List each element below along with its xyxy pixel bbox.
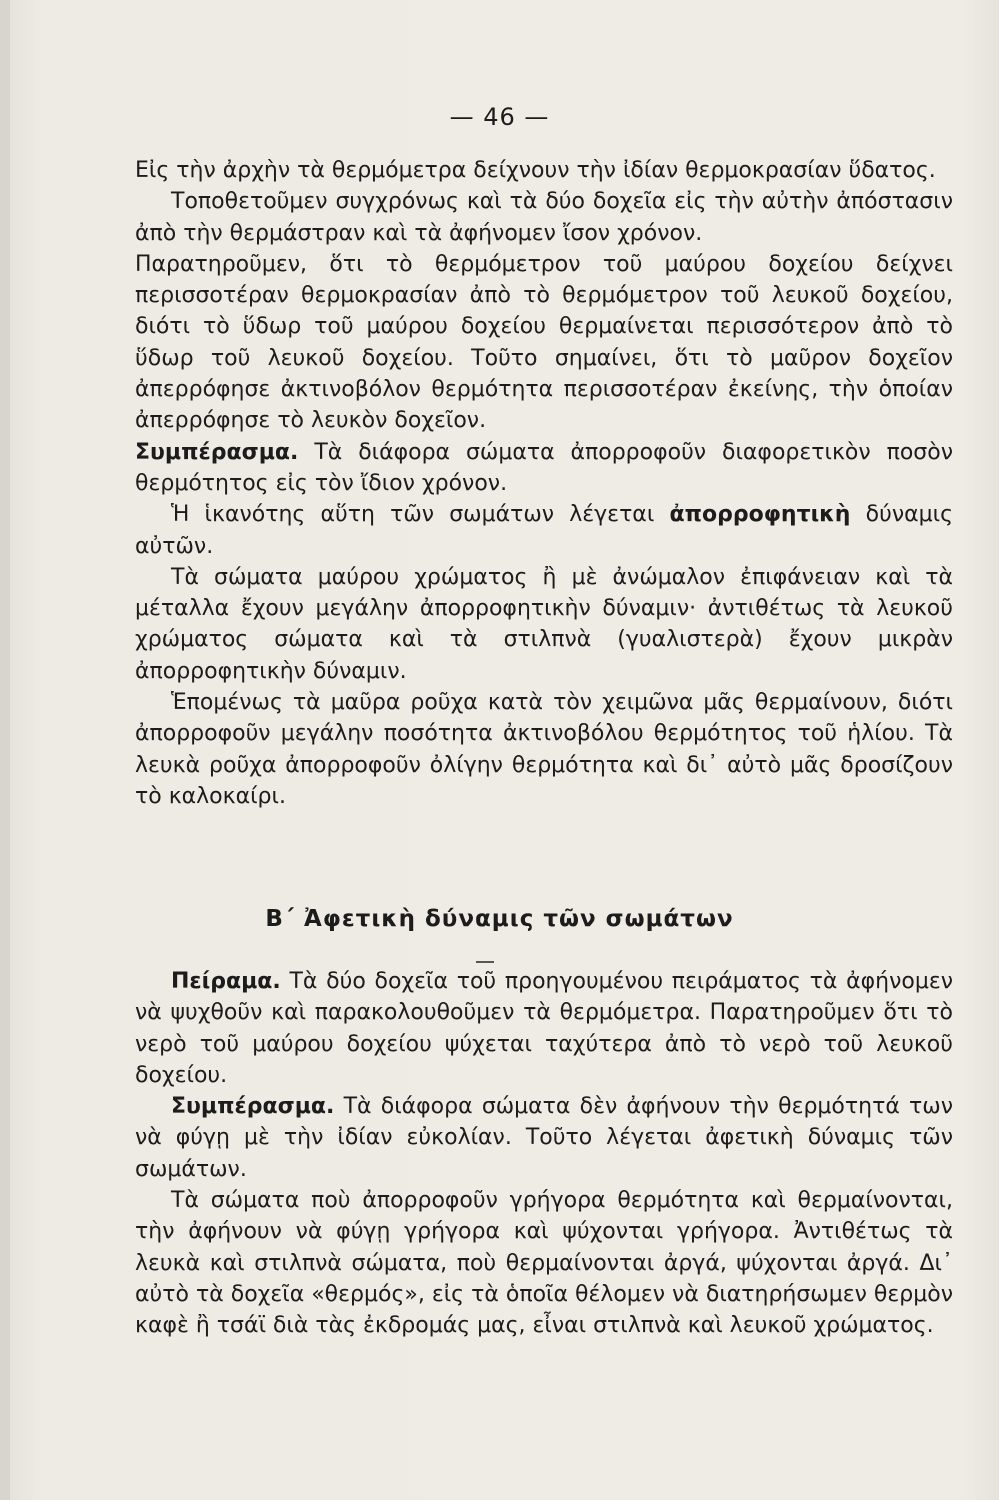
paragraph: Ἑπομένως τὰ μαῦρα ροῦχα κατὰ τὸν χειμῶνα μᾶς θερμαίνουν, διότι ἀπορροφοῦν μεγάλην ποσότητα ἀκτινοβόλου θερμότητος τοῦ ἡλίου. Τὰ λευκὰ ροῦχα ἀπορροφοῦν ὀλίγην θερμότητα καὶ δι᾽ αὐτὸ μᾶς δροσίζουν τὸ καλοκαίρι. bbox=[135, 690, 953, 809]
paragraph-experiment bbox=[135, 966, 953, 1091]
paragraph-conclusion bbox=[135, 437, 953, 500]
paragraph-conclusion bbox=[135, 1091, 953, 1185]
paragraph bbox=[135, 499, 953, 562]
text-span: Ἡ ἱκανότης αὕτη τῶν σωμάτων λέγεται bbox=[171, 502, 670, 528]
page-number: — 46 — bbox=[449, 103, 550, 131]
paragraph: Τὰ σώματα ποὺ ἀπορροφοῦν γρήγορα θερμότητα καὶ θερμαίνονται, τὴν ἀφήνουν νὰ φύγῃ γρήγορα καὶ ψύχονται γρήγορα. Ἀντιθέτως τὰ λευκὰ καὶ στιλπνὰ σώματα, ποὺ θερμαίνονται ἀργά, ψύχονται ἀργά. Δι᾽ αὐτὸ τὰ δοχεῖα «θερμός», εἰς τὰ ὁποῖα θέλομεν νὰ διατηρήσωμεν θερμὸν καφὲ ἢ τσάϊ διὰ τὰς ἐκδρομάς μας, εἶναι στιλπνὰ καὶ λευκοῦ χρώματος. bbox=[135, 1188, 953, 1339]
text-span: δύναμις αὐτῶν. bbox=[135, 502, 953, 559]
section-heading: Β΄ Ἀφετικὴ δύναμις τῶν σωμάτων bbox=[265, 906, 734, 932]
text-block-2 bbox=[135, 966, 953, 1342]
key-term: ἀπορροφητικὴ bbox=[669, 502, 851, 528]
page-edge bbox=[0, 0, 10, 1500]
conclusion-text: Τὰ διάφορα σώματα ἀπορροφοῦν διαφορετικὸν ποσὸν θερμότητος εἰς τὸν ἴδιον χρόνον. bbox=[135, 439, 953, 496]
paragraph: Τὰ σώματα μαύρου χρώματος ἢ μὲ ἀνώμαλον ἐπιφάνειαν καὶ τὰ μέταλλα ἔχουν μεγάλην ἀπορροφητικὴν δύναμιν· ἀντιθέτως τὰ λευκοῦ χρώματος σώματα καὶ τὰ στιλπνὰ (γυαλιστερὰ) ἔχουν μικρὰν ἀπορροφητικὴν δύναμιν. bbox=[135, 564, 953, 684]
experiment-label: Πείραμα. bbox=[171, 969, 281, 994]
paragraph: Τοποθετοῦμεν συγχρόνως καὶ τὰ δύο δοχεῖα εἰς τὴν αὐτὴν ἀπόστασιν ἀπὸ τὴν θερμάστραν καὶ τὰ ἀφήνομεν ἴσον χρόνον. bbox=[135, 189, 953, 246]
paragraph: Παρατηροῦμεν, ὅτι τὸ θερμόμετρον τοῦ μαύρου δοχείου δείχνει περισσοτέραν θερμοκρασίαν ἀπὸ τὸ θερμόμετρον τοῦ λευκοῦ δοχείου, διότι τὸ ὕδωρ τοῦ μαύρου δοχείου θερμαίνεται περισσότερον ἀπὸ τὸ ὕδωρ τοῦ λευκοῦ δοχείου. Τοῦτο σημαίνει, ὅτι τὸ μαῦρον δοχεῖον ἀπερρόφησε ἀκτινοβόλον θερμότητα περισσοτέραν ἐκείνης, τὴν ὁποίαν ἀπερρόφησε τὸ λευκὸν δοχεῖον. bbox=[135, 251, 953, 434]
conclusion-label: Συμπέρασμα. bbox=[135, 439, 299, 465]
experiment-text: Τὰ δύο δοχεῖα τοῦ προηγουμένου πειράματος τὰ ἀφήνομεν νὰ ψυχθοῦν καὶ παρακολουθοῦμεν τὰ θερμόμετρα. Παρατηροῦμεν ὅτι τὸ νερὸ τοῦ μαύρου δοχείου ψύχεται ταχύτερα ἀπὸ τὸ νερὸ τοῦ λευκοῦ δοχείου. bbox=[135, 969, 953, 1088]
divider bbox=[476, 961, 494, 963]
conclusion-label: Συμπέρασμα. bbox=[171, 1094, 335, 1120]
paragraph: Εἰς τὴν ἀρχὴν τὰ θερμόμετρα δείχνουν τὴν ἰδίαν θερμοκρασίαν ὕδατος. bbox=[135, 158, 936, 183]
text-block-1 bbox=[135, 155, 953, 812]
conclusion-text: Τὰ διάφορα σώματα δὲν ἀφήνουν τὴν θερμότητά των νὰ φύγῃ μὲ τὴν ἰδίαν εὐκολίαν. Τοῦτο λέγεται ἀφετικὴ δύναμις τῶν σωμάτων. bbox=[135, 1094, 953, 1182]
